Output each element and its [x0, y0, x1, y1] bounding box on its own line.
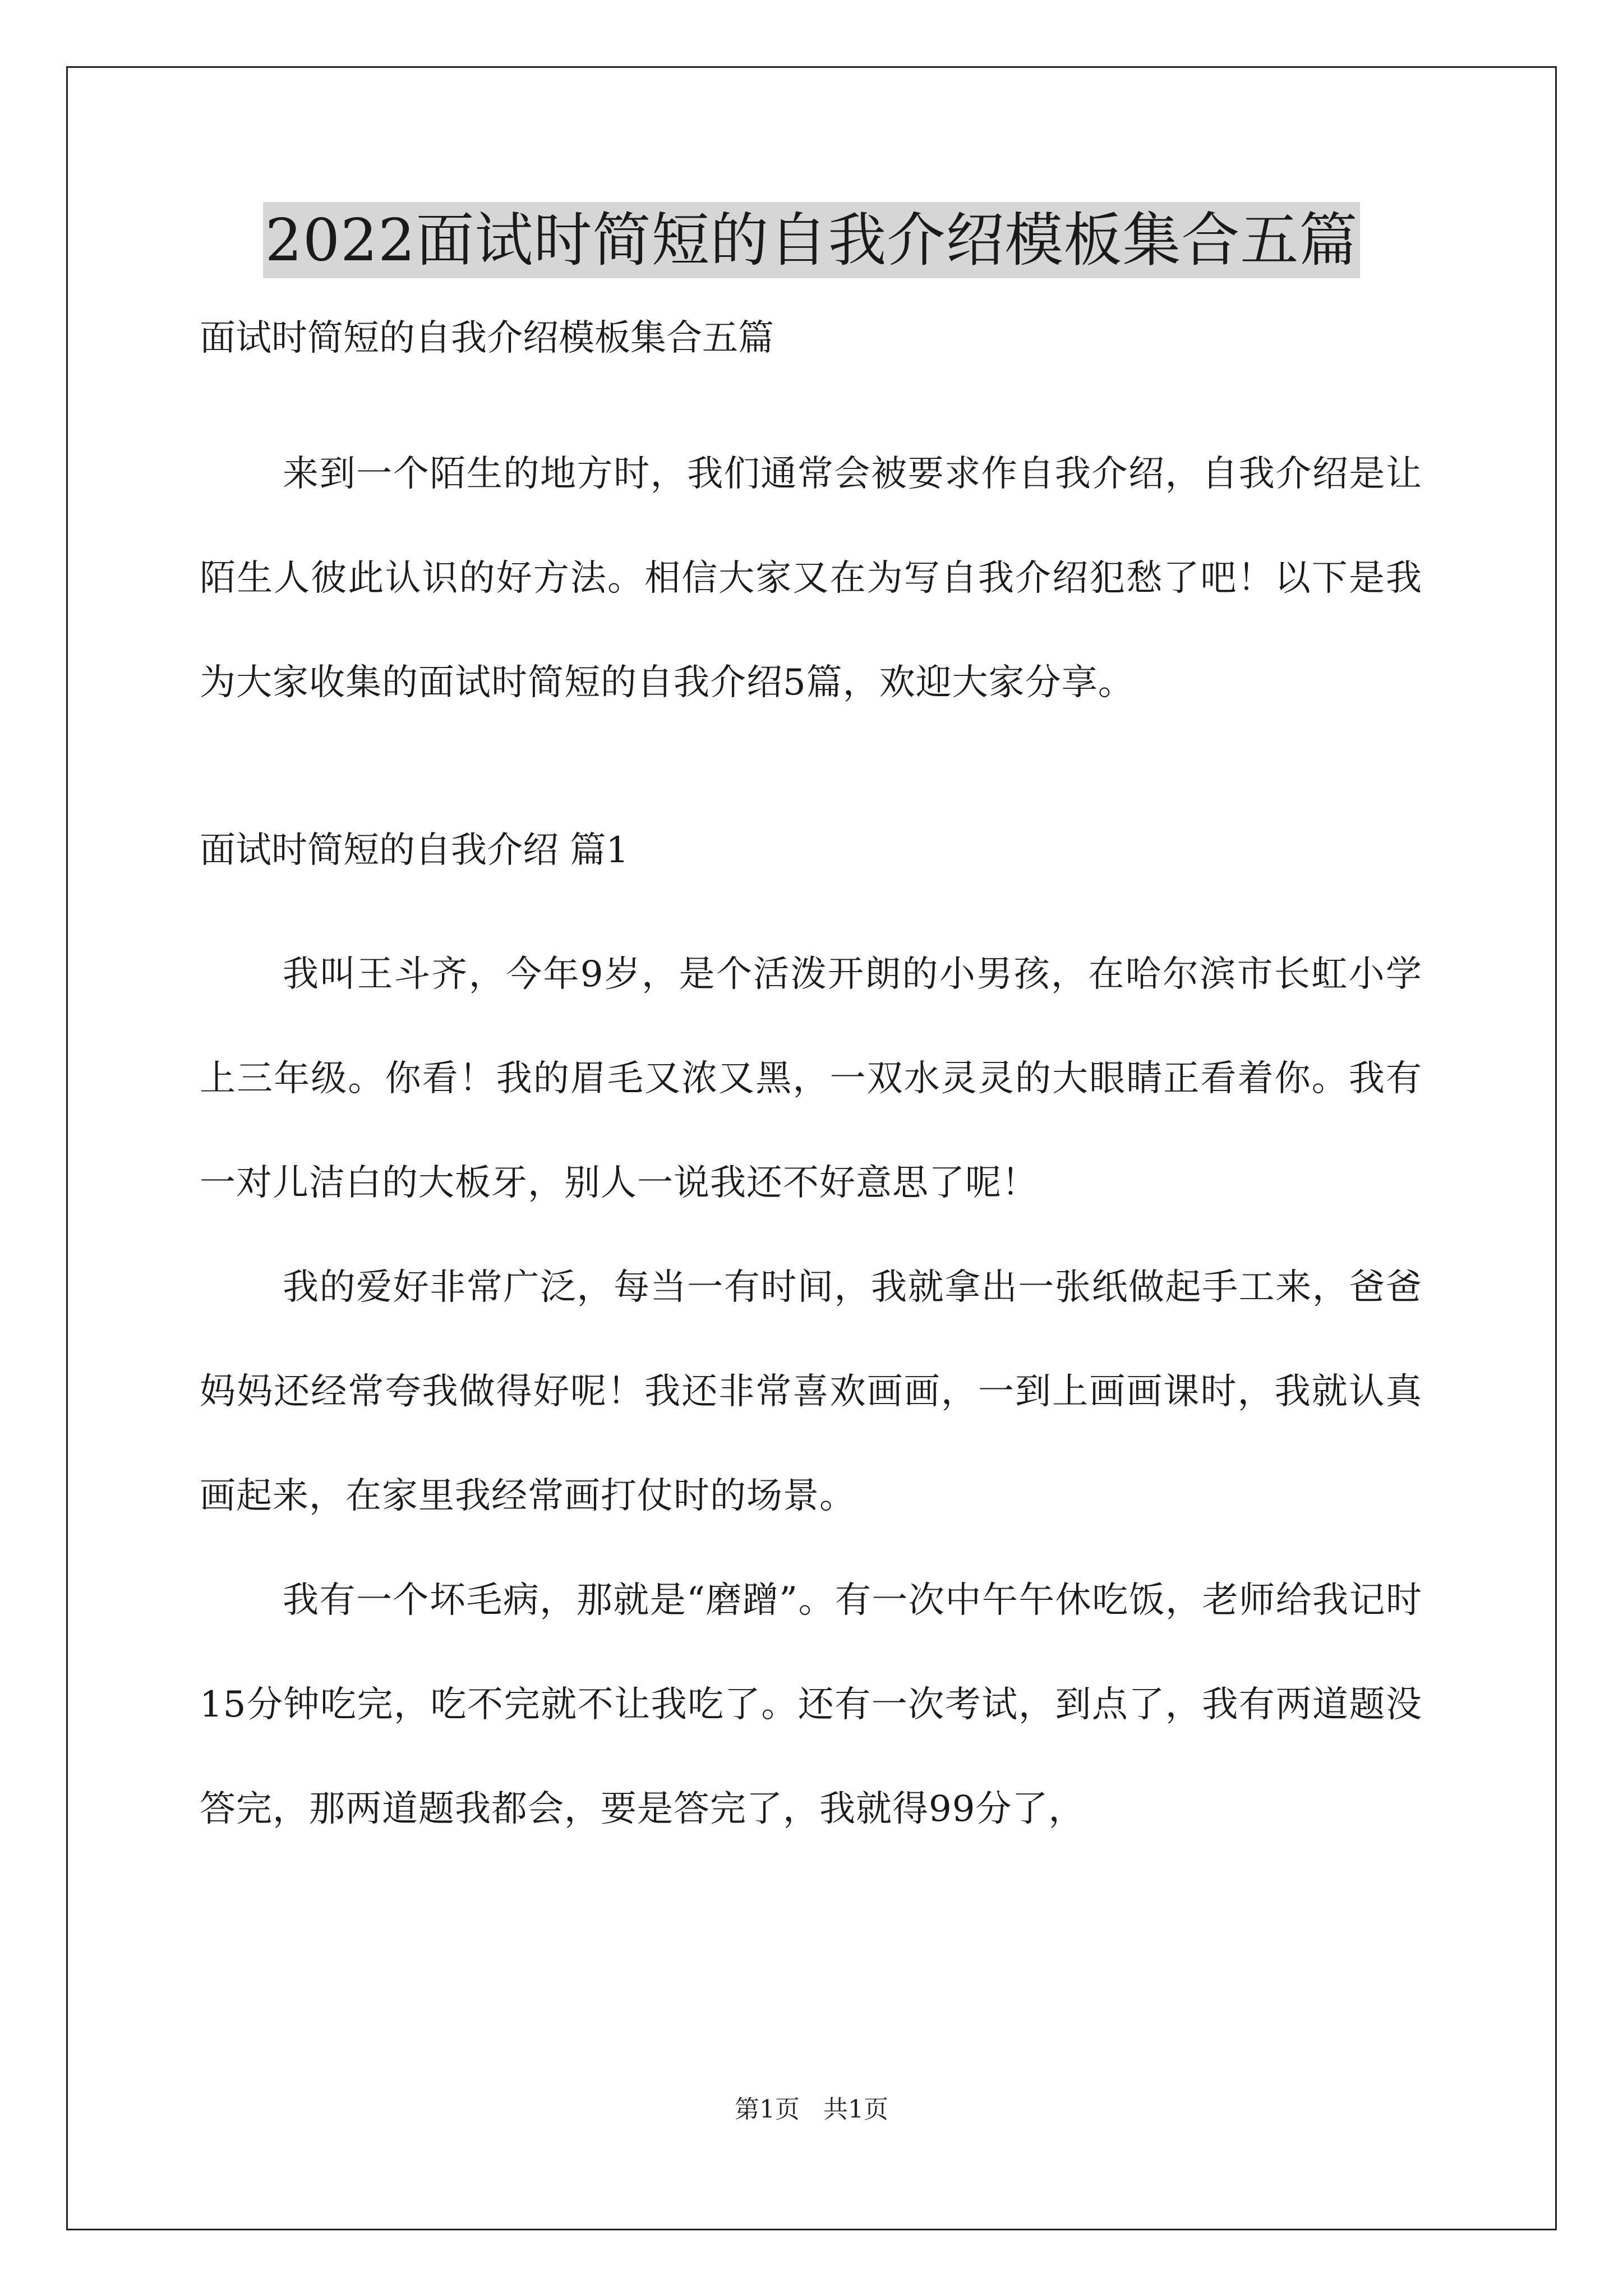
- document-subtitle: 面试时简短的自我介绍模板集合五篇: [200, 318, 774, 359]
- document-body: [200, 307, 1422, 1861]
- body-paragraph: 我的爱好非常广泛，每当一有时间，我就拿出一张纸做起手工来，爸爸妈妈还经常夸我做得好呢！我还非常喜欢画画，一到上画画课时，我就认真画起来，在家里我经常画打仗时的场景。: [200, 1267, 1422, 1517]
- page-total: 共1页: [823, 2095, 888, 2124]
- page-footer: [0, 2089, 1623, 2125]
- section-heading: 面试时简短的自我介绍 篇1: [200, 830, 629, 871]
- body-paragraph: 我叫王斗齐，今年9岁，是个活泼开朗的小男孩，在哈尔滨市长虹小学上三年级。你看！我的眉毛又浓又黑，一双水灵灵的大眼睛正看着你。我有一对儿洁白的大板牙，别人一说我还不好意思了呢！: [200, 954, 1422, 1204]
- intro-paragraph: 来到一个陌生的地方时，我们通常会被要求作自我介绍，自我介绍是让陌生人彼此认识的好方法。相信大家又在为写自我介绍犯愁了吧！以下是我为大家收集的面试时简短的自我介绍5篇，欢迎大家分享。: [200, 453, 1422, 703]
- document-title: 2022面试时简短的自我介绍模板集合五篇: [263, 202, 1361, 278]
- body-paragraph: 我有一个坏毛病，那就是“磨蹭”。有一次中午午休吃饭，老师给我记时15分钟吃完，吃不完就不让我吃了。还有一次考试，到点了，我有两道题没答完，那两道题我都会，要是答完了，我就得99分了，: [200, 1580, 1422, 1830]
- document-title-wrapper: [0, 202, 1623, 278]
- page-number: 第1页: [735, 2095, 800, 2124]
